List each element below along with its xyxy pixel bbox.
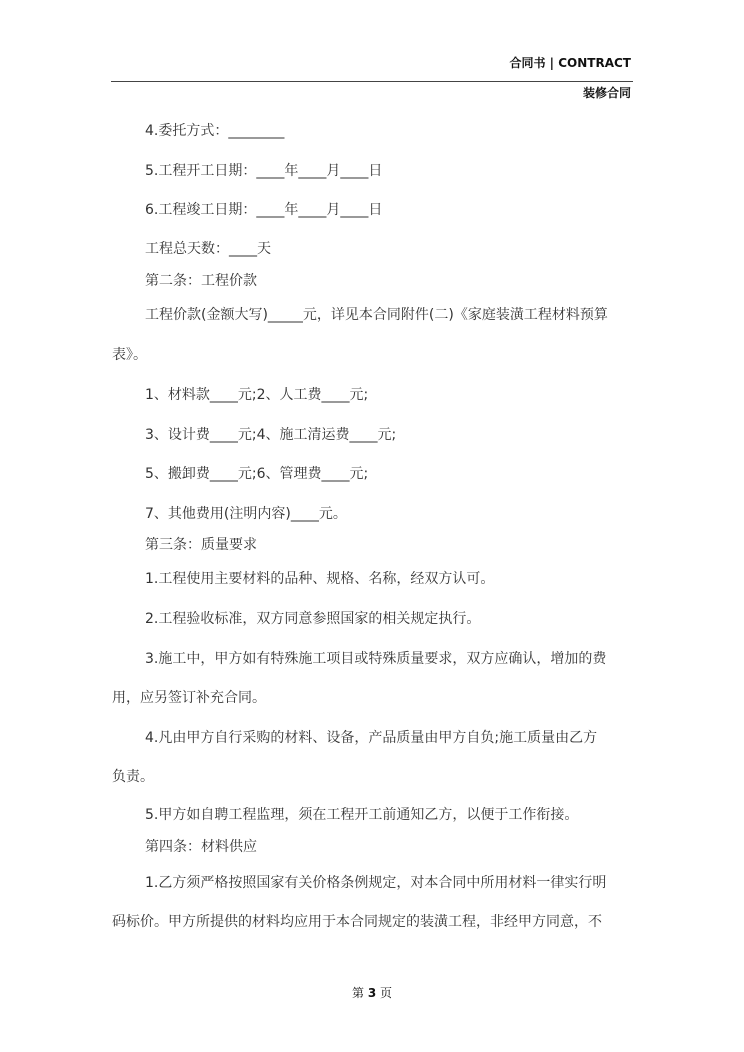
text-line: 表》。 — [112, 347, 147, 363]
text-line: 负责。 — [112, 769, 154, 785]
page-number: 3 — [367, 986, 377, 1000]
text-line: 5.甲方如自聘工程监理，须在工程开工前通知乙方，以便于工作衔接。 — [145, 807, 579, 823]
text-line: 1.乙方须严格按照国家有关价格条例规定，对本合同中所用材料一律实行明 — [145, 875, 607, 891]
page-label-prefix: 第 — [351, 986, 364, 1000]
text-line: 2.工程验收标准，双方同意参照国家的相关规定执行。 — [145, 611, 481, 627]
section-heading: 第四条：材料供应 — [145, 839, 257, 855]
text-line: 6.工程竣工日期：____年____月____日 — [145, 202, 383, 218]
text-line: 5.工程开工日期：____年____月____日 — [145, 163, 383, 179]
header-subtitle: 装修合同 — [582, 86, 631, 100]
text-line: 7、其他费用(注明内容)____元。 — [145, 506, 347, 522]
header-divider — [111, 81, 633, 82]
page-label-suffix: 页 — [380, 986, 393, 1000]
text-line: 工程价款(金额大写)_____元，详见本合同附件(二)《家庭装潢工程材料预算 — [145, 307, 608, 323]
section-heading: 第二条：工程价款 — [145, 273, 257, 289]
text-line: 1、材料款____元;2、人工费____元; — [145, 387, 369, 403]
text-line: 4.凡由甲方自行采购的材料、设备，产品质量由甲方自负;施工质量由乙方 — [145, 730, 598, 746]
text-line: 3.施工中，甲方如有特殊施工项目或特殊质量要求，双方应确认，增加的费 — [145, 651, 607, 667]
text-line: 用，应另签订补充合同。 — [112, 690, 266, 706]
header-title: 合同书 | CONTRACT — [509, 56, 631, 70]
text-line: 工程总天数：____天 — [145, 241, 271, 257]
page-footer — [0, 984, 744, 1001]
text-line: 5、搬卸费____元;6、管理费____元; — [145, 466, 369, 482]
text-line: 4.委托方式：________ — [145, 123, 285, 139]
section-heading: 第三条：质量要求 — [145, 537, 257, 553]
text-line: 码标价。甲方所提供的材料均应用于本合同规定的装潢工程，非经甲方同意，不 — [112, 914, 602, 930]
text-line: 1.工程使用主要材料的品种、规格、名称，经双方认可。 — [145, 571, 495, 587]
text-line: 3、设计费____元;4、施工清运费____元; — [145, 427, 397, 443]
